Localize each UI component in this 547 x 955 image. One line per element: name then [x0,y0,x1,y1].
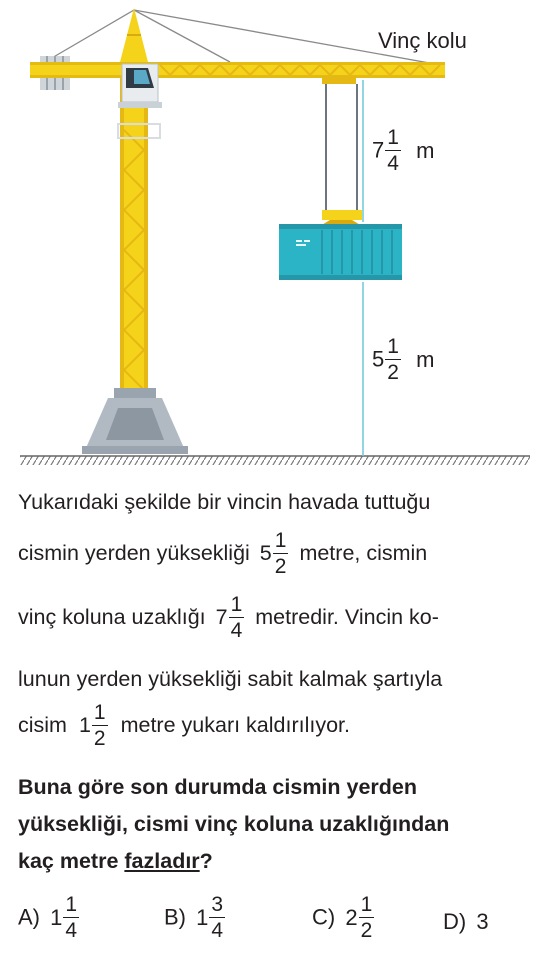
upper-distance-whole: 7 [372,137,385,163]
lower-distance-unit: m [416,346,435,372]
paragraph-line-1: Yukarıdaki şekilde bir vincin havada tuttuğu [18,490,431,514]
upper-distance-den: 4 [387,152,399,175]
option-b[interactable] [164,894,226,941]
option-b-fraction [209,894,225,941]
paragraph-line-3-num: 1 [230,593,243,616]
option-c-den: 2 [360,919,373,942]
paragraph-line-3-den: 4 [230,619,243,642]
paragraph-line-5-den: 2 [93,727,106,750]
paragraph-line-2-fraction [273,530,289,577]
lower-distance-den: 2 [387,361,399,384]
paragraph-line-2-den: 2 [274,555,287,578]
paragraph-line-5-text-b: metre yukarı kaldırılıyor. [120,713,350,737]
cargo-container [279,224,402,280]
paragraph-line-3-text-a: vinç koluna uzaklığı [18,605,206,629]
option-d-value: 3 [476,909,489,935]
paragraph-line-3 [18,594,439,641]
question-line-3-text-a: kaç metre [18,849,119,873]
crane-base [82,388,188,454]
paragraph-line-3-text-b: metredir. Vincin ko- [255,605,439,629]
paragraph-line-5 [18,702,350,749]
option-a-num: 1 [65,893,78,916]
upper-distance-num: 1 [387,126,399,149]
option-a-whole: 1 [50,904,63,930]
crane-jib [30,62,445,78]
paragraph-line-4: lunun yerden yüksekliği sabit kalmak şartıyla [18,667,443,691]
option-c-fraction [359,894,375,941]
option-d[interactable] [443,908,489,935]
option-b-num: 3 [211,893,224,916]
lower-distance-fraction [385,336,401,383]
lower-distance-whole: 5 [372,346,385,372]
paragraph-line-5-fraction [92,702,108,749]
option-c-whole: 2 [345,904,358,930]
option-c-letter: C) [312,904,336,930]
option-b-letter: B) [164,904,186,930]
option-a-den: 4 [65,919,78,942]
paragraph-line-2 [18,530,427,577]
lower-distance-num: 1 [387,335,399,358]
question-line-1: Buna göre son durumda cismin yerden [18,775,418,799]
question-mark: ? [199,849,213,873]
paragraph-line-2-whole: 5 [259,541,272,565]
paragraph-line-5-num: 1 [93,701,106,724]
option-b-den: 4 [211,919,224,942]
option-b-whole: 1 [196,904,209,930]
option-a-letter: A) [18,904,40,930]
lower-distance-label [372,336,434,383]
support-cables [45,10,435,64]
arm-label: Vinç kolu [378,28,467,53]
question-line-2: yüksekliği, cismi vinç koluna uzaklığından [18,812,450,836]
paragraph-line-3-whole: 7 [215,605,228,629]
upper-distance-fraction [385,127,401,174]
paragraph-line-2-text-b: metre, cismin [299,541,428,565]
upper-distance-label [372,127,434,174]
paragraph-line-5-whole: 1 [78,713,91,737]
question-underlined-word: fazladır [124,849,200,873]
option-d-letter: D) [443,909,467,935]
option-a-fraction [63,894,79,941]
option-a[interactable] [18,894,80,941]
option-c-num: 1 [360,893,373,916]
paragraph-line-2-text-a: cismin yerden yüksekliği [18,541,250,565]
question-line-3 [18,849,213,874]
paragraph-line-5-text-a: cisim [18,713,67,737]
paragraph-line-3-fraction [229,594,245,641]
trolley-and-cables [320,76,362,226]
upper-distance-unit: m [416,137,435,163]
paragraph-line-2-num: 1 [274,529,287,552]
option-c[interactable] [312,894,375,941]
ground [20,456,530,465]
